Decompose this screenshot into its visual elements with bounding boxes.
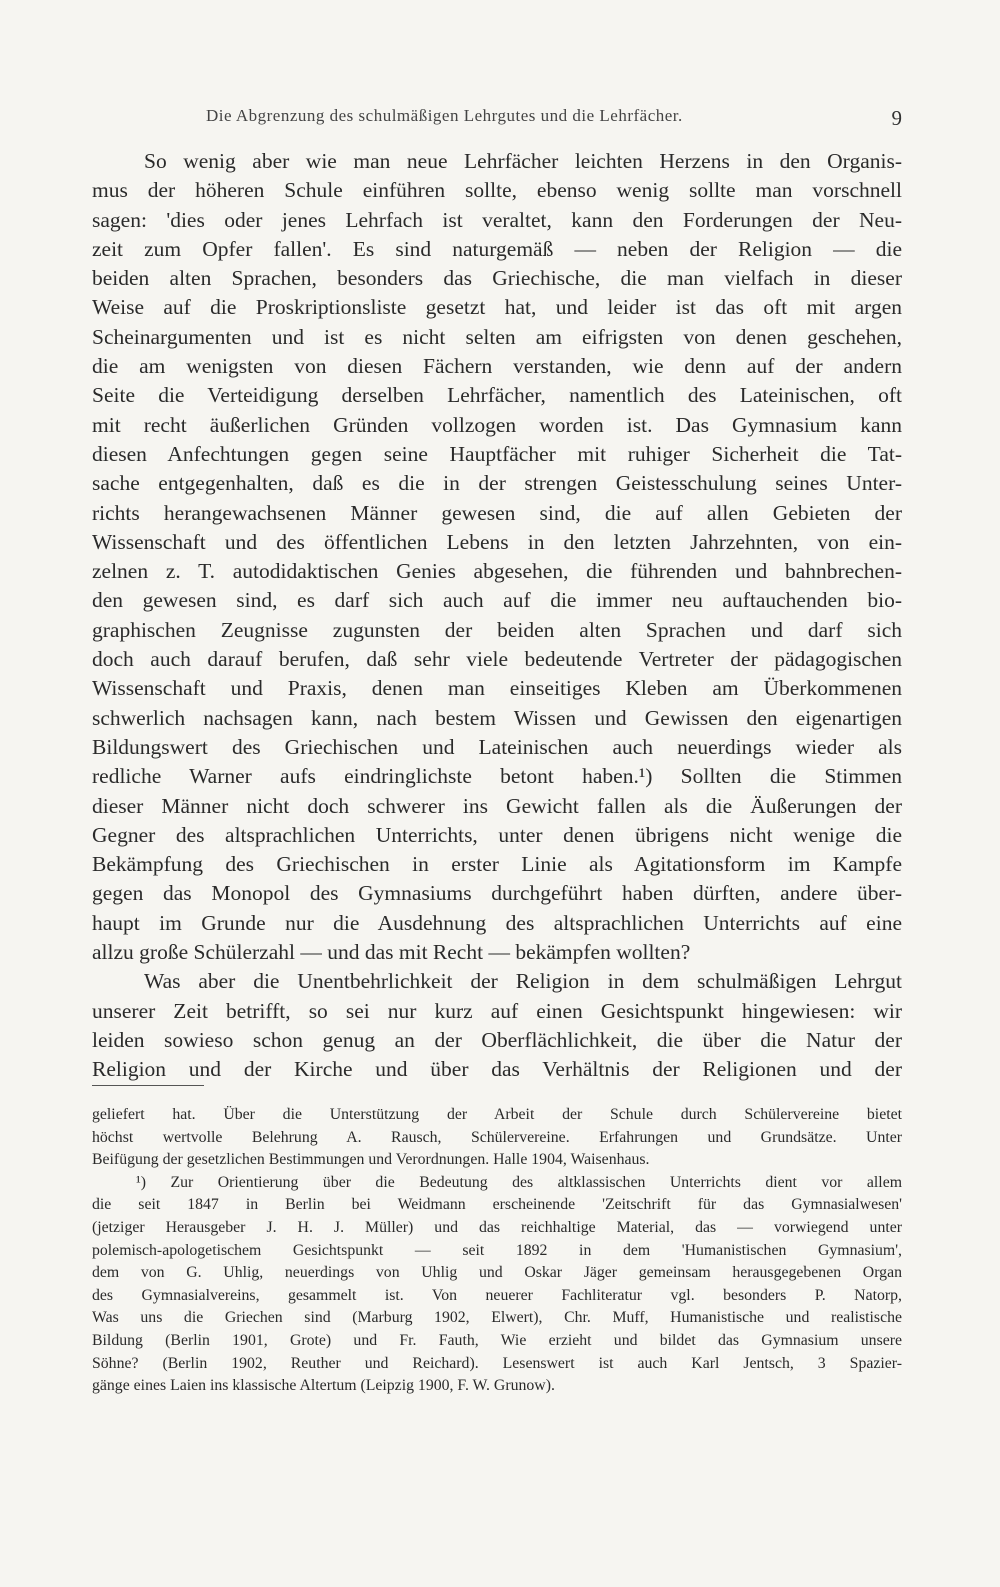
footnote-line: höchst wertvolle Belehrung A. Rausch, Schülervereine. Erfahrungen und Grundsätze. Unter (92, 1128, 902, 1146)
text-line: beiden alten Sprachen, besonders das Griechische, die man vielfach in dieser (92, 266, 902, 291)
text-line: Scheinargumenten und ist es nicht selten am eifrigsten von denen geschehen, (92, 324, 902, 349)
text-line: zelnen z. T. autodidaktischen Genies abgesehen, die führenden und bahnbrechen- (92, 559, 902, 584)
text-line: mus der höheren Schule einführen sollte, ebenso wenig sollte man vorschnell (92, 178, 902, 203)
footnote-line: Was uns die Griechen sind (Marburg 1902, Elwert), Chr. Muff, Humanistische und realistische (92, 1309, 902, 1327)
text-line: So wenig aber wie man neue Lehrfächer leichten Herzens in den Organis- (144, 149, 902, 173)
footnote-rule (92, 1085, 204, 1086)
text-line: sache entgegenhalten, daß es die in der strengen Geistesschulung seines Unter- (92, 471, 902, 496)
footnote-line: des Gymnasialvereins, gesammelt ist. Von neuerer Fachliteratur vgl. besonders P. Natorp, (92, 1286, 902, 1304)
text-line: Gegner des altsprachlichen Unterrichts, unter denen übrigens nicht wenige die (92, 822, 902, 847)
text-line: gegen das Monopol des Gymnasiums durchgeführt haben dürften, andere über- (92, 881, 902, 906)
text-line: Was aber die Unentbehrlichkeit der Religion in dem schulmäßigen Lehrgut (144, 969, 902, 994)
text-line: zeit zum Opfer fallen'. Es sind naturgemäß — neben der Religion — die (92, 236, 902, 261)
text-line: Seite die Verteidigung derselben Lehrfächer, namentlich des Lateinischen, oft (92, 383, 902, 408)
page-number: 9 (891, 106, 902, 130)
main-text (92, 147, 902, 1085)
text-line: haupt im Grunde nur die Ausdehnung des altsprachlichen Unterrichts auf eine (92, 910, 902, 935)
text-line: richts herangewachsenen Männer gewesen sind, die auf allen Gebieten der (92, 500, 902, 525)
footnote-line: Söhne? (Berlin 1902, Reuther und Reichard). Lesenswert ist auch Karl Jentsch, 3 Spazier- (92, 1354, 902, 1372)
footnote-line: geliefert hat. Über die Unterstützung der Arbeit der Schule durch Schülervereine bietet (92, 1106, 902, 1123)
text-line: sagen: 'dies oder jenes Lehrfach ist veraltet, kann den Forderungen der Neu- (92, 207, 902, 232)
footnote-line: die seit 1847 in Berlin bei Weidmann erscheinende 'Zeitschrift für das Gymnasialwesen' (92, 1196, 902, 1214)
text-line: unserer Zeit betrifft, so sei nur kurz auf einen Gesichtspunkt hingewiesen: wir (92, 998, 902, 1023)
text-line: den gewesen sind, es darf sich auch auf die immer neu auftauchenden bio- (92, 588, 902, 613)
text-line: allzu große Schülerzahl — und das mit Recht — bekämpfen wollten? (92, 940, 691, 965)
footnote-line: ¹) Zur Orientierung über die Bedeutung des altklassischen Unterrichts dient vor allem (136, 1173, 902, 1191)
footnote-line: polemisch-apologetischem Gesichtspunkt — seit 1892 in dem 'Humanistischen Gymnasium', (92, 1241, 902, 1259)
text-line: doch auch darauf berufen, daß sehr viele bedeutende Vertreter der pädagogischen (92, 647, 902, 672)
text-line: mit recht äußerlichen Gründen vollzogen worden ist. Das Gymnasium kann (92, 412, 902, 437)
footnote-line: gänge eines Laien ins klassische Altertum (Leipzig 1900, F. W. Grunow). (92, 1377, 555, 1395)
text-line: redliche Warner aufs eindringlichste betont haben.¹) Sollten die Stimmen (92, 764, 902, 789)
text-line: die am wenigsten von diesen Fächern verstanden, wie denn auf der andern (92, 354, 902, 379)
text-line: Bildungswert des Griechischen und Lateinischen auch neuerdings wieder als (92, 734, 902, 759)
running-title: Die Abgrenzung des schulmäßigen Lehrgutes und die Lehrfächer. (206, 106, 683, 125)
text-line: Wissenschaft und des öffentlichen Lebens in den letzten Jahrzehnten, von ein- (92, 529, 902, 554)
text-line: dieser Männer nicht doch schwerer ins Gewicht fallen als die Äußerungen der (92, 793, 902, 818)
footnote-line: Bildung (Berlin 1901, Grote) und Fr. Fauth, Wie erzieht und bildet das Gymnasium unsere (92, 1331, 902, 1349)
text-line: Wissenschaft und Praxis, denen man einseitiges Kleben am Überkommenen (92, 676, 902, 701)
text-line: Weise auf die Proskriptionsliste gesetzt hat, und leider ist das oft mit argen (92, 295, 902, 320)
footnote-line: Beifügung der gesetzlichen Bestimmungen und Verordnungen. Halle 1904, Waisenhaus. (92, 1151, 650, 1169)
footnote-line: (jetziger Herausgeber J. H. J. Müller) und das reichhaltige Material, das — vorwiegend unter (92, 1218, 902, 1236)
footnote-line: dem von G. Uhlig, neuerdings von Uhlig und Oskar Jäger gemeinsam herausgegebenen Organ (92, 1264, 902, 1282)
text-line: leiden sowieso schon genug an der Oberflächlichkeit, die über die Natur der (92, 1027, 902, 1052)
running-head (92, 106, 902, 130)
text-line: graphischen Zeugnisse zugunsten der beiden alten Sprachen und darf sich (92, 617, 902, 642)
text-line: Bekämpfung des Griechischen in erster Linie als Agitationsform im Kampfe (92, 852, 902, 877)
text-line: diesen Anfechtungen gegen seine Hauptfächer mit ruhiger Sicherheit die Tat- (92, 441, 902, 466)
text-line: schwerlich nachsagen kann, nach bestem Wissen und Gewissen den eigenartigen (92, 705, 902, 730)
text-line: Religion und der Kirche und über das Verhältnis der Religionen und der (92, 1057, 902, 1082)
footnotes (92, 1104, 902, 1398)
